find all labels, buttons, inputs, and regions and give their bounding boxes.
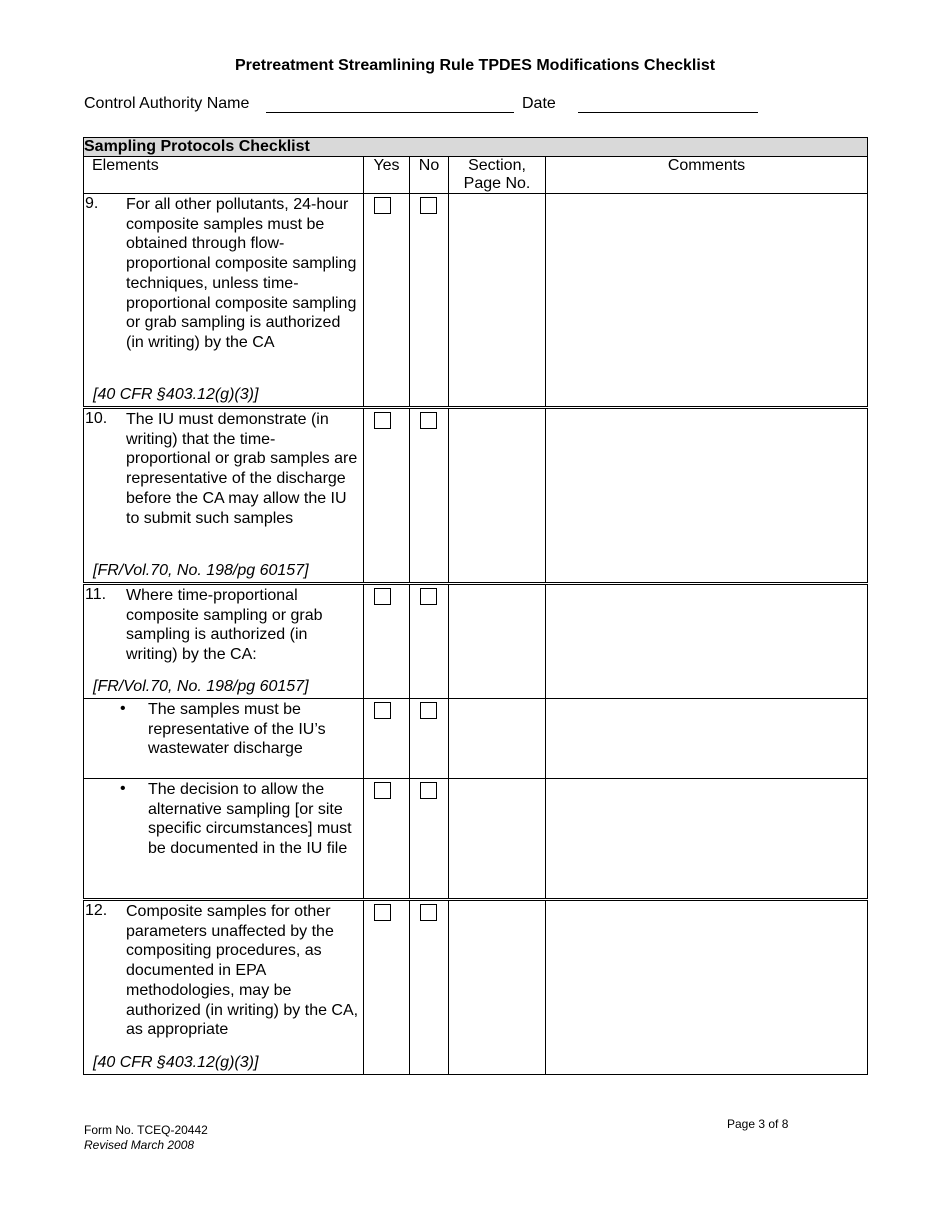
comments-cell[interactable] <box>546 779 868 900</box>
bullet-icon: • <box>120 780 126 797</box>
no-checkbox[interactable] <box>420 904 437 921</box>
table-row <box>84 194 868 408</box>
bullet-text-content: The samples must be representative of the IU’s wastewater discharge <box>148 701 326 758</box>
item-text: Composite samples for other parameters unaffected by the compositing procedures, as documented in EPA methodologies, may be authorized (in writing) by the CA, as appropriate <box>126 903 359 1039</box>
no-cell <box>410 194 449 408</box>
form-footer <box>84 1123 208 1153</box>
bullet-text <box>120 699 359 759</box>
element-cell <box>84 900 364 1075</box>
bullet-icon: • <box>120 700 126 717</box>
table-row <box>84 900 868 1075</box>
no-checkbox[interactable] <box>420 702 437 719</box>
item-number: 12. <box>85 902 108 919</box>
yes-cell <box>364 699 410 779</box>
yes-cell <box>364 194 410 408</box>
table-row <box>84 584 868 699</box>
control-authority-field[interactable] <box>266 112 514 113</box>
element-cell <box>84 779 364 900</box>
table-row <box>84 779 868 900</box>
comments-cell[interactable] <box>546 408 868 584</box>
section-title: Sampling Protocols Checklist <box>84 138 868 157</box>
item-text: For all other pollutants, 24-hour composite samples must be obtained through flow-proportional composite sampling techniques, unless time-proportional composite sampling or grab sampling is authorized (in writing) by the CA <box>126 196 357 351</box>
no-cell <box>410 900 449 1075</box>
section-page-cell[interactable] <box>449 584 546 699</box>
page-number: Page 3 of 8 <box>727 1117 789 1131</box>
control-authority-label: Control Authority Name <box>84 95 250 112</box>
no-checkbox[interactable] <box>420 782 437 799</box>
item-reference: [40 CFR §403.12(g)(3)] <box>93 1054 259 1071</box>
date-field[interactable] <box>578 112 758 113</box>
section-page-cell[interactable] <box>449 194 546 408</box>
yes-checkbox[interactable] <box>374 904 391 921</box>
table-row <box>84 699 868 779</box>
section-page-header <box>449 157 546 194</box>
yes-checkbox[interactable] <box>374 782 391 799</box>
item-text: The IU must demonstrate (in writing) that the time-proportional or grab samples are representative of the discharge before the CA may allow the IU to submit such samples <box>126 411 358 527</box>
yes-checkbox[interactable] <box>374 588 391 605</box>
yes-checkbox[interactable] <box>374 412 391 429</box>
element-cell <box>84 584 364 699</box>
comments-cell[interactable] <box>546 584 868 699</box>
item-number: 11. <box>85 586 107 603</box>
no-cell <box>410 584 449 699</box>
item-reference: [FR/Vol.70, No. 198/pg 60157] <box>93 562 309 579</box>
bullet-text <box>120 779 359 859</box>
comments-cell[interactable] <box>546 699 868 779</box>
yes-checkbox[interactable] <box>374 702 391 719</box>
no-checkbox[interactable] <box>420 197 437 214</box>
sampling-protocols-table <box>83 137 868 1075</box>
elements-header: Elements <box>84 157 364 194</box>
no-checkbox[interactable] <box>420 588 437 605</box>
no-cell <box>410 408 449 584</box>
item-number: 9. <box>85 195 99 212</box>
yes-cell <box>364 900 410 1075</box>
section-page-cell[interactable] <box>449 779 546 900</box>
comments-header: Comments <box>546 157 868 194</box>
form-number: Form No. TCEQ-20442 <box>84 1123 208 1137</box>
item-text: Where time-proportional composite sampling or grab sampling is authorized (in writing) by the CA: <box>126 587 323 664</box>
comments-cell[interactable] <box>546 194 868 408</box>
section-page-cell[interactable] <box>449 408 546 584</box>
revision-date: Revised March 2008 <box>84 1138 195 1152</box>
page-title: Pretreatment Streamlining Rule TPDES Modifications Checklist <box>234 57 716 74</box>
item-reference: [FR/Vol.70, No. 198/pg 60157] <box>93 678 309 695</box>
date-label: Date <box>522 95 556 112</box>
section-page-cell[interactable] <box>449 699 546 779</box>
yes-header: Yes <box>364 157 410 194</box>
no-cell <box>410 779 449 900</box>
yes-cell <box>364 408 410 584</box>
item-number: 10. <box>85 410 108 427</box>
yes-cell <box>364 779 410 900</box>
element-cell <box>84 408 364 584</box>
no-checkbox[interactable] <box>420 412 437 429</box>
section-page-cell[interactable] <box>449 900 546 1075</box>
bullet-text-content: The decision to allow the alternative sampling [or site specific circumstances] must be documented in the IU file <box>148 781 352 858</box>
element-cell <box>84 194 364 408</box>
no-header: No <box>410 157 449 194</box>
no-cell <box>410 699 449 779</box>
item-reference: [40 CFR §403.12(g)(3)] <box>93 386 259 403</box>
element-cell <box>84 699 364 779</box>
section-header-line1: Section, <box>468 157 526 174</box>
table-row <box>84 408 868 584</box>
section-header-line2: Page No. <box>463 175 531 192</box>
yes-checkbox[interactable] <box>374 197 391 214</box>
yes-cell <box>364 584 410 699</box>
comments-cell[interactable] <box>546 900 868 1075</box>
